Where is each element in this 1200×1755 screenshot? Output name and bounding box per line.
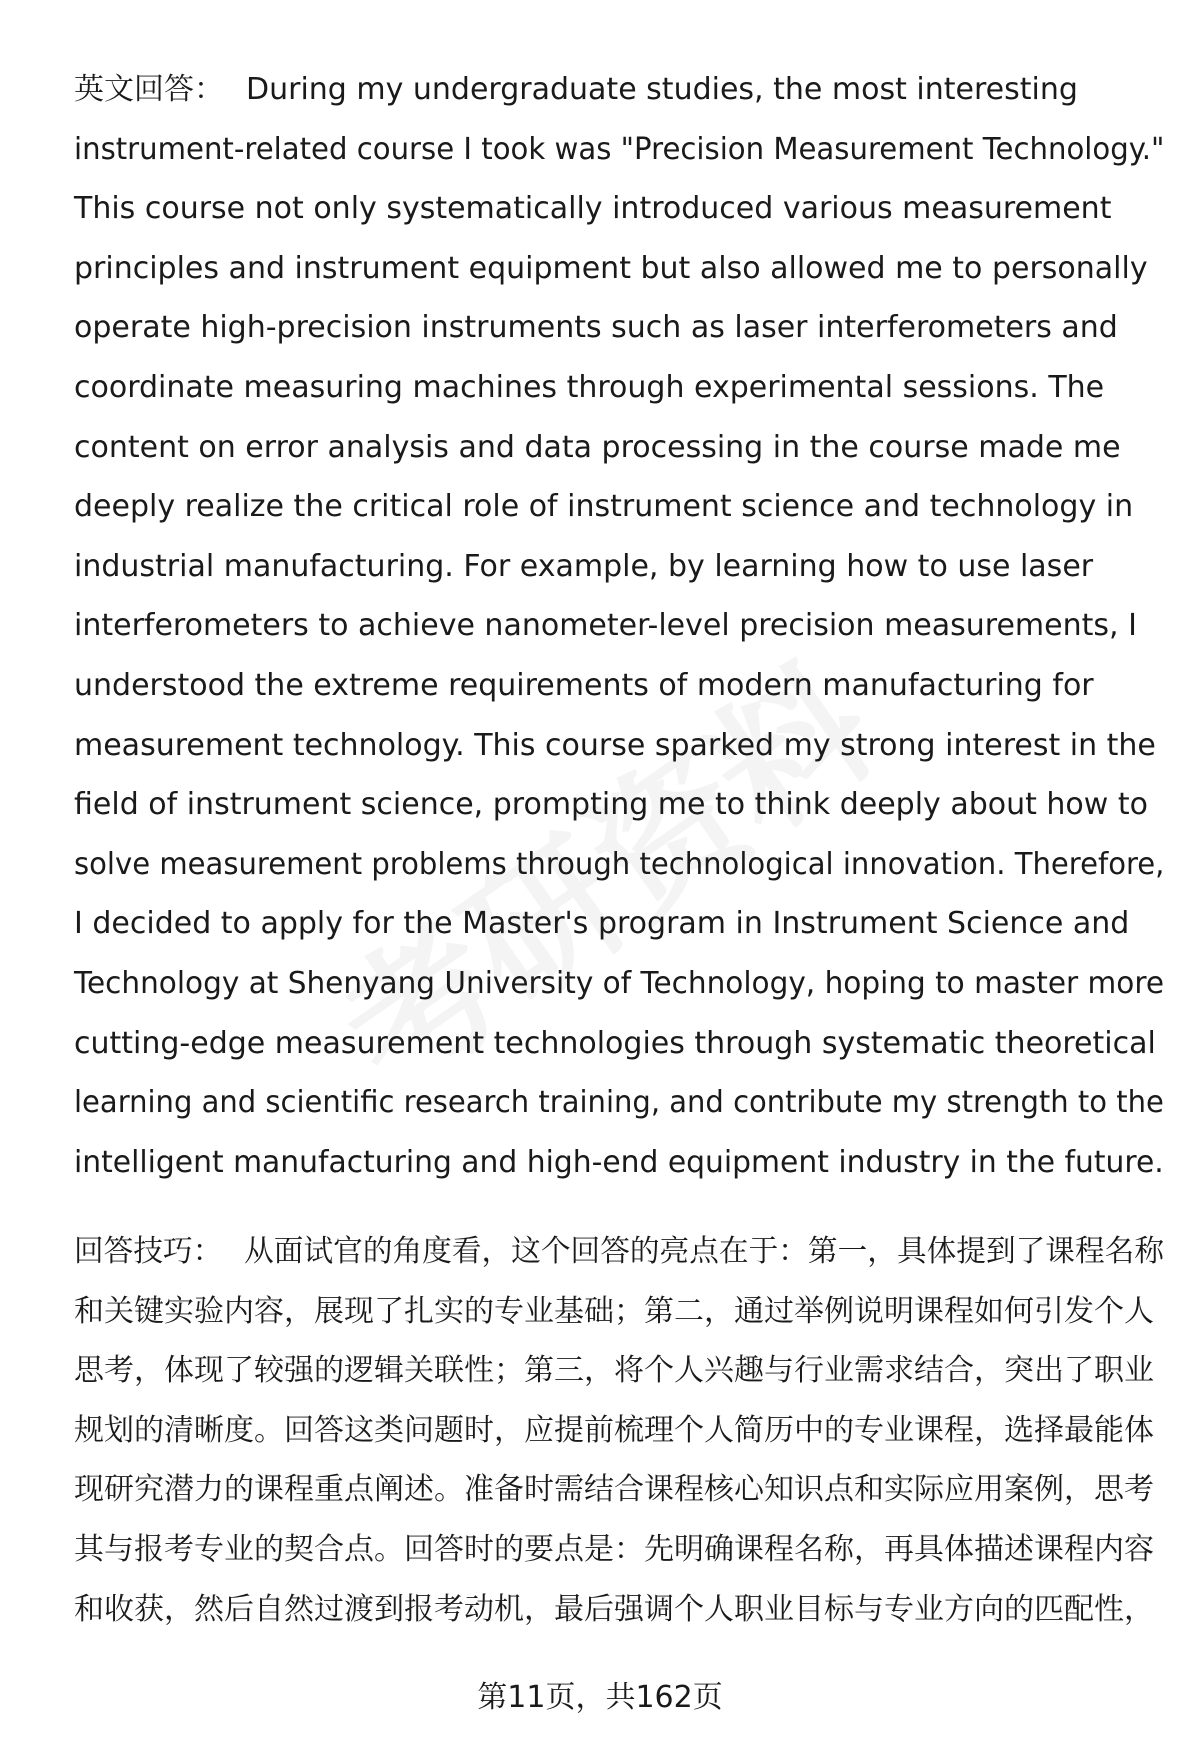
answer-tips-text: 从面试官的角度看，这个回答的亮点在于：第一，具体提到了课程名称: [244, 1234, 1164, 1269]
english-answer-line: Technology at Shenyang University of Technology, hoping to master more: [74, 965, 1164, 1001]
answer-tips-line: 和收获，然后自然过渡到报考动机，最后强调个人职业目标与专业方向的匹配性，: [74, 1591, 1154, 1627]
english-answer-line: learning and scientific research training, and contribute my strength to the: [74, 1085, 1164, 1121]
english-answer-line: I decided to apply for the Master's program in Instrument Science and: [74, 906, 1130, 942]
english-answer-line: cutting-edge measurement technologies through systematic theoretical: [74, 1025, 1156, 1061]
english-answer-line: intelligent manufacturing and high-end equipment industry in the future.: [74, 1144, 1164, 1180]
answer-tips-line-0: [74, 1222, 1164, 1282]
english-answer-line: measurement technology. This course sparked my strong interest in the: [74, 727, 1156, 763]
english-answer-section: [74, 60, 1164, 1192]
answer-tips-line: 现研究潜力的课程重点阐述。准备时需结合课程核心知识点和实际应用案例，思考: [74, 1472, 1154, 1508]
english-answer-line: field of instrument science, prompting me to think deeply about how to: [74, 787, 1148, 823]
english-answer-line: deeply realize the critical role of instrument science and technology in: [74, 489, 1134, 525]
answer-tips-line: 思考，体现了较强的逻辑关联性；第三，将个人兴趣与行业需求结合，突出了职业: [74, 1353, 1154, 1389]
english-answer-line: This course not only systematically introduced various measurement: [74, 191, 1112, 227]
answer-tips-section: [74, 1222, 1164, 1639]
answer-tips-line: 和关键实验内容，展现了扎实的专业基础；第二，通过举例说明课程如何引发个人: [74, 1293, 1154, 1329]
english-answer-line: coordinate measuring machines through experimental sessions. The: [74, 369, 1105, 405]
english-answer-line: industrial manufacturing. For example, by learning how to use laser: [74, 548, 1094, 584]
page-number-footer: 第11页，共162页: [477, 1680, 723, 1715]
english-answer-line: principles and instrument equipment but also allowed me to personally: [74, 250, 1148, 286]
english-answer-line: interferometers to achieve nanometer-level precision measurements, I: [74, 608, 1137, 644]
english-answer-line: operate high-precision instruments such as laser interferometers and: [74, 310, 1118, 346]
english-answer-line: understood the extreme requirements of modern manufacturing for: [74, 667, 1094, 703]
answer-tips-line: 其与报考专业的契合点。回答时的要点是：先明确课程名称，再具体描述课程内容: [74, 1531, 1154, 1567]
answer-tips-label: 回答技巧：: [74, 1234, 223, 1269]
english-answer-text: During my undergraduate studies, the most interesting: [246, 72, 1078, 107]
english-answer-line: solve measurement problems through technological innovation. Therefore,: [74, 846, 1165, 882]
english-answer-label: 英文回答：: [74, 72, 224, 107]
english-answer-line-0: [74, 60, 1164, 120]
english-answer-line: instrument-related course I took was "Precision Measurement Technology.": [74, 131, 1165, 167]
english-answer-line: content on error analysis and data processing in the course made me: [74, 429, 1121, 465]
answer-tips-line: 规划的清晰度。回答这类问题时，应提前梳理个人简历中的专业课程，选择最能体: [74, 1412, 1154, 1448]
